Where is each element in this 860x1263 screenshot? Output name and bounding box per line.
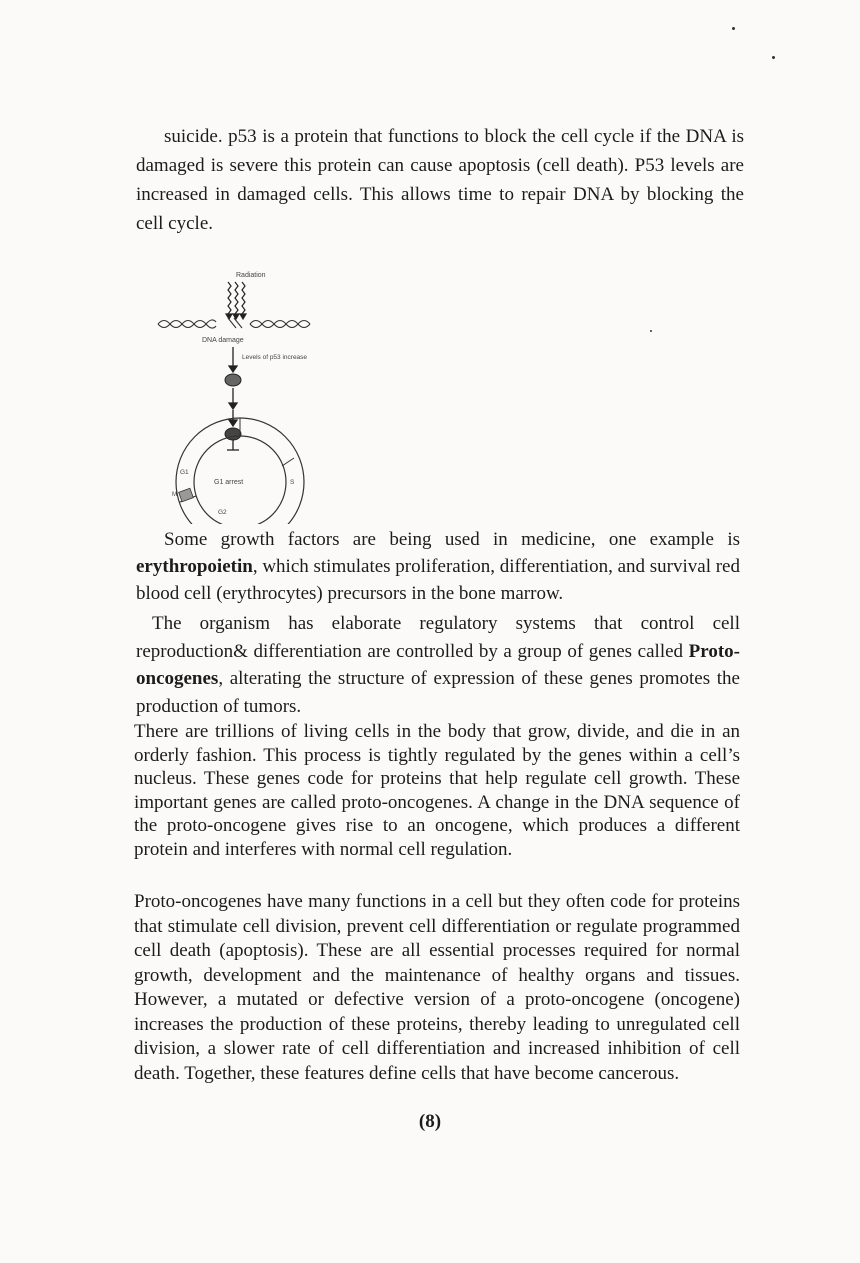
page-number: (8)	[418, 1111, 442, 1132]
phase-g1-label: G1	[180, 469, 189, 476]
paragraph-cell-regulation: There are trillions of living cells in the body that grow, divide, and die in an orderly fashion. This process is tightly regulated by the genes within a cell’s nucleus. These genes code for proteins that help regulate cell growth. These important genes are called proto-oncogenes. A change in the DNA sequence of the proto-oncogene gives rise to an oncogene, which produces a different protein and interferes with normal cell regulation.	[134, 721, 740, 860]
arrow-to-p53	[229, 347, 237, 372]
phase-g2-label: G2	[218, 509, 227, 516]
p53-protein-icon	[225, 374, 241, 386]
g1-arrest-label: G1 arrest	[214, 479, 244, 486]
term-proto-oncogenes: Proto-oncogenes	[136, 640, 740, 689]
arrow-to-p21	[229, 388, 237, 426]
p53-levels-label: Levels of p53 increase	[242, 354, 308, 361]
paragraph-proto-oncogene-functions: Proto-oncogenes have many functions in a cell but they often code for proteins that stimulate cell division, prevent cell differentiation or regulate programmed cell death (apoptosis). These are all essential processes required for normal growth, development and the maintenance of healthy organs and tissues. However, a mutated or defective version of a proto-oncogene (oncogene) increases the production of these proteins, thereby leading to unregulated cell division, a slower rate of cell differentiation and increased inhibition of cell death. Together, these features define cells that have become cancerous.	[134, 891, 740, 1084]
phase-s-label: S	[290, 479, 295, 486]
term-erythropoietin: erythropoietin	[136, 556, 253, 577]
radiation-arrows	[226, 282, 246, 319]
paragraph-proto-oncogenes-intro: The organism has elaborate regulatory systems that control cell reproduction& differentiation are controlled by a group of genes called Proto-oncogenes, alterating the structure of expression of these genes promotes the production of tumors.	[136, 613, 740, 717]
dna-helix	[158, 318, 310, 328]
paragraph-growth-factors: Some growth factors are being used in medicine, one example is erythropoietin, which stimulates proliferation, differentiation, and survival red blood cell (erythrocytes) precursors in the bone marrow.	[136, 529, 740, 604]
paragraph-p53: suicide. p53 is a protein that functions to block the cell cycle if the DNA is damaged is severe this protein can cause apoptosis (cell death). P53 levels are increased in damaged cells. This allows time to repair DNA by blocking the cell cycle.	[136, 126, 744, 234]
cell-cycle-ring	[176, 418, 304, 524]
p53-cell-cycle-diagram	[150, 262, 390, 524]
phase-m-label: M	[172, 492, 177, 498]
dna-damage-label: DNA damage	[202, 337, 244, 344]
radiation-label: Radiation	[236, 272, 266, 279]
